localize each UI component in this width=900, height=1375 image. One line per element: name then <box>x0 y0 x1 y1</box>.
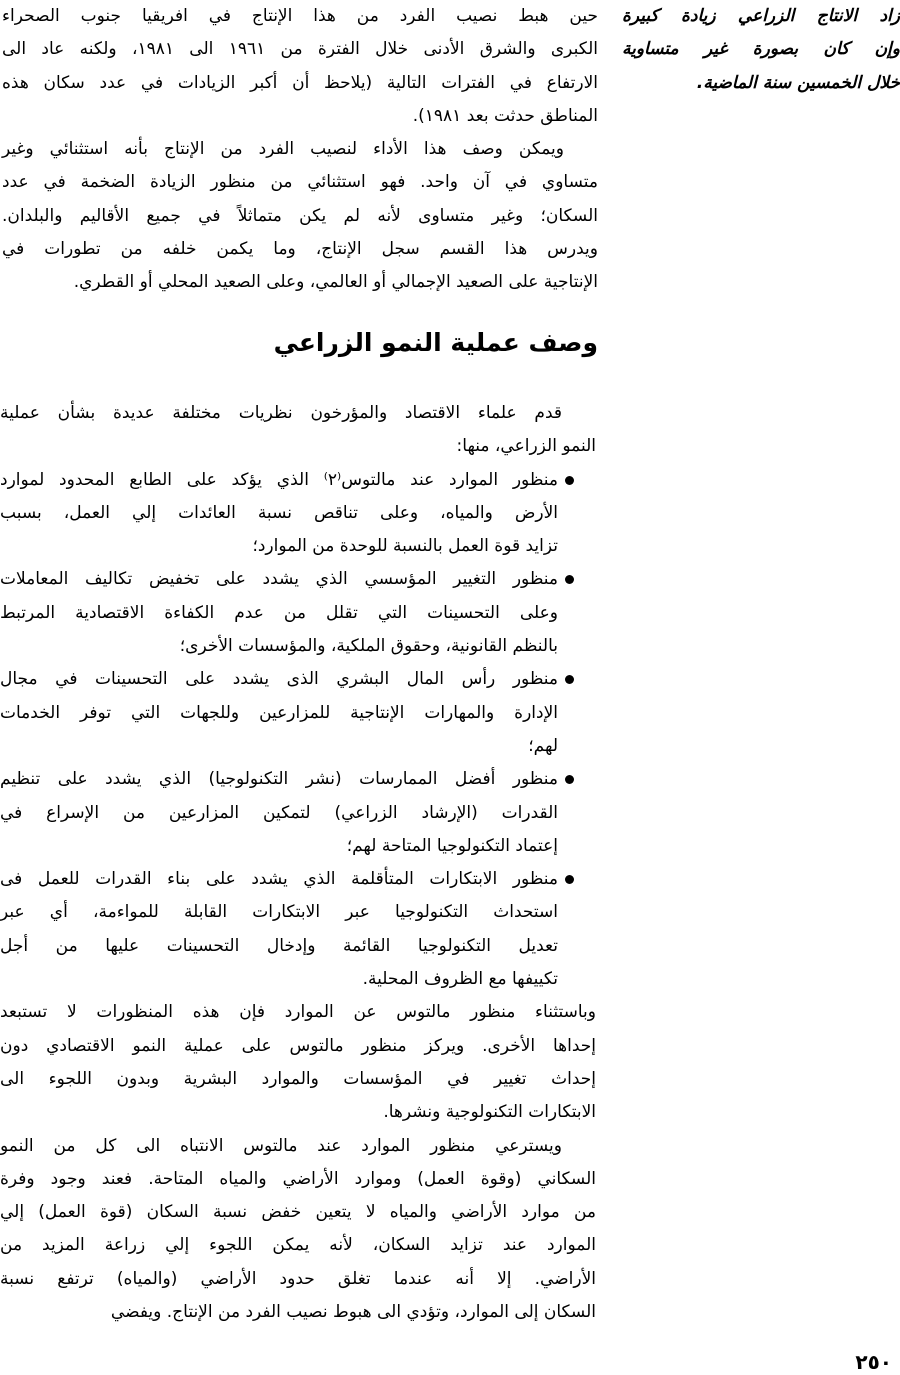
line-text: القدرات (الإرشاد الزراعي) لتمكين المزارعين من الإسراع في <box>0 802 558 823</box>
line-text: الكبرى والشرق الأدنى خلال الفترة من ١٩٦١ الى ١٩٨١، ولكنه عاد الى <box>2 39 598 60</box>
paragraph <box>0 397 596 464</box>
text-line <box>0 763 596 796</box>
text-line <box>0 1130 596 1163</box>
line-text: وعلى التحسينات التي تقلل من عدم الكفاءة الاقتصادية المرتبط <box>0 602 558 623</box>
line-text: المناطق حدثت بعد ١٩٨١). <box>412 105 598 126</box>
text-line <box>0 464 596 497</box>
line-text: منظور التغيير المؤسسي الذي يشدد على تخفيض تكاليف المعاملات <box>0 569 558 590</box>
line-text: إحداث تغيير في المؤسسات والموارد البشرية وبدون اللجوء الى <box>0 1068 596 1089</box>
line-text: قدم علماء الاقتصاد والمؤرخون نظريات مختلفة عديدة بشأن عملية <box>0 403 562 423</box>
line-text: من موارد الأراضي والمياه لا يتعين خفض نسبة السكان (قوة العمل) إلي <box>0 1202 596 1223</box>
line-text: منظور الموارد عند مالتوس⁽٢⁾ الذي يؤكد على الطابع المحدود لموارد <box>0 469 558 490</box>
text-line <box>0 630 596 663</box>
text-line <box>0 430 596 463</box>
bullet-item <box>0 863 596 996</box>
text-line <box>2 166 598 199</box>
line-text: وباستثناء منظور مالتوس عن الموارد فإن هذه المنظورات لا تستبعد <box>0 1002 596 1023</box>
intro-text <box>2 0 598 300</box>
text-line <box>2 266 598 299</box>
text-line <box>2 200 598 233</box>
line-text: إحداها الأخرى. ويركز منظور مالتوس على عملية النمو الاقتصادي دون <box>0 1035 596 1056</box>
text-line <box>0 863 596 896</box>
text-line <box>0 663 596 696</box>
line-text: استحداث التكنولوجيا عبر الابتكارات القابلة للمواءمة، أي عبر <box>0 902 558 923</box>
line-text: متساوي في آن واحد. فهو استثنائي من منظور الزيادة الضخمة في عدد <box>2 172 598 193</box>
text-line <box>2 100 598 133</box>
line-text: ويدرس هذا القسم سجل الإنتاج، وما يكمن خلفه من تطورات في <box>2 239 598 260</box>
paragraph <box>2 0 598 133</box>
text-line <box>0 530 596 563</box>
line-text: ويمكن وصف هذا الأداء لنصيب الفرد من الإنتاج بأنه استثنائي وغير <box>2 139 564 160</box>
text-line <box>0 1163 596 1196</box>
text-line <box>0 1296 596 1329</box>
paragraph <box>0 996 596 1129</box>
main-column <box>2 0 598 300</box>
text-line <box>2 0 598 33</box>
bullet-item <box>0 563 596 663</box>
text-line <box>0 1063 596 1096</box>
text-line <box>2 233 598 266</box>
margin-note <box>622 0 900 100</box>
text-line <box>0 797 596 830</box>
text-line <box>0 697 596 730</box>
text-line <box>0 1030 596 1063</box>
text-line <box>0 896 596 929</box>
section-heading: وصف عملية النمو الزراعي <box>273 328 598 357</box>
line-text: الأرض والمياه، وعلى تناقص نسبة العائدات إلي العمل، بسبب <box>0 502 558 523</box>
line-text: الموارد عند تزايد السكان، لأنه يمكن اللجوء إلي زراعة المزيد من <box>0 1235 596 1256</box>
bullet-item <box>0 763 596 863</box>
line-text: الابتكارات التكنولوجية ونشرها. <box>383 1102 596 1123</box>
text-line <box>2 67 598 100</box>
text-line <box>0 930 596 963</box>
paragraph <box>2 133 598 299</box>
bullet-icon <box>565 476 574 485</box>
text-line <box>0 996 596 1029</box>
line-text: الارتفاع في الفترات التالية (يلاحظ أن أكبر الزيادات في عدد سكان هذه <box>2 72 598 93</box>
text-line <box>0 1096 596 1129</box>
text-line <box>0 963 596 996</box>
line-text: السكان؛ وغير متساوى لأنه لم يكن متماثلاً في جميع الأقاليم والبلدان. <box>2 205 598 226</box>
margin-note-line: زاد الانتاج الزراعي زيادة كبيرة <box>622 6 900 26</box>
line-text: تعديل التكنولوجيا القائمة وإدخال التحسينات عليها من أجل <box>0 935 558 956</box>
line-text: تكييفها مع الظروف المحلية. <box>362 969 558 990</box>
line-text: منظور الابتكارات المتأقلمة الذي يشدد على بناء القدرات للعمل فى <box>0 869 558 890</box>
text-line <box>2 133 598 166</box>
bullet-icon <box>565 775 574 784</box>
margin-note-line: وإن كان بصورة غير متساوية <box>622 39 900 60</box>
line-text: السكاني (وقوة العمل) وموارد الأراضي والمياه المتاحة. فعند وجود وفرة <box>0 1168 596 1189</box>
text-line <box>0 1263 596 1296</box>
paragraph <box>0 1130 596 1330</box>
bullet-icon <box>565 675 574 684</box>
line-text: إعتماد التكنولوجيا المتاحة لهم؛ <box>346 835 558 856</box>
line-text: الإدارة والمهارات الإنتاجية للمزارعين وللجهات التي توفر الخدمات <box>0 702 558 723</box>
line-text: السكان إلى الموارد، وتؤدي الى هبوط نصيب الفرد من الإنتاج. ويفضي <box>110 1302 596 1323</box>
text-line <box>0 497 596 530</box>
bullet-icon <box>565 875 574 884</box>
line-text: النمو الزراعي، منها: <box>456 436 596 457</box>
line-text: بالنظم القانونية، وحقوق الملكية، والمؤسسات الأخرى؛ <box>179 636 558 657</box>
line-text: منظور رأس المال البشري الذى يشدد على التحسينات في مجال <box>0 669 558 690</box>
page-number: ٢٥٠ <box>855 1350 892 1374</box>
section-body <box>0 397 596 1329</box>
text-line <box>0 730 596 763</box>
text-line <box>0 563 596 596</box>
text-line <box>0 597 596 630</box>
line-text: منظور أفضل الممارسات (نشر التكنولوجيا) الذي يشدد على تنظيم <box>0 769 558 790</box>
text-line <box>0 1229 596 1262</box>
bullet-item <box>0 663 596 763</box>
line-text: الأراضي. إلا أنه عندما تغلق حدود الأراضي (والمياه) ترتفع نسبة <box>0 1268 596 1289</box>
line-text: ويسترعي منظور الموارد عند مالتوس الانتباه الى كل من النمو <box>0 1135 562 1156</box>
line-text: الإنتاجية على الصعيد الإجمالي أو العالمي، وعلى الصعيد المحلي أو القطري. <box>73 272 598 293</box>
line-text: تزايد قوة العمل بالنسبة للوحدة من الموارد؛ <box>252 536 558 557</box>
line-text: لهم؛ <box>528 735 558 756</box>
margin-note-line: خلال الخمسين سنة الماضية. <box>696 72 900 93</box>
text-line <box>0 397 596 430</box>
text-line <box>2 33 598 66</box>
line-text: حين هبط نصيب الفرد من هذا الإنتاج في افريقيا جنوب الصحراء <box>2 6 598 26</box>
bullet-icon <box>565 575 574 584</box>
text-line <box>0 830 596 863</box>
bullet-item <box>0 464 596 564</box>
text-line <box>0 1196 596 1229</box>
